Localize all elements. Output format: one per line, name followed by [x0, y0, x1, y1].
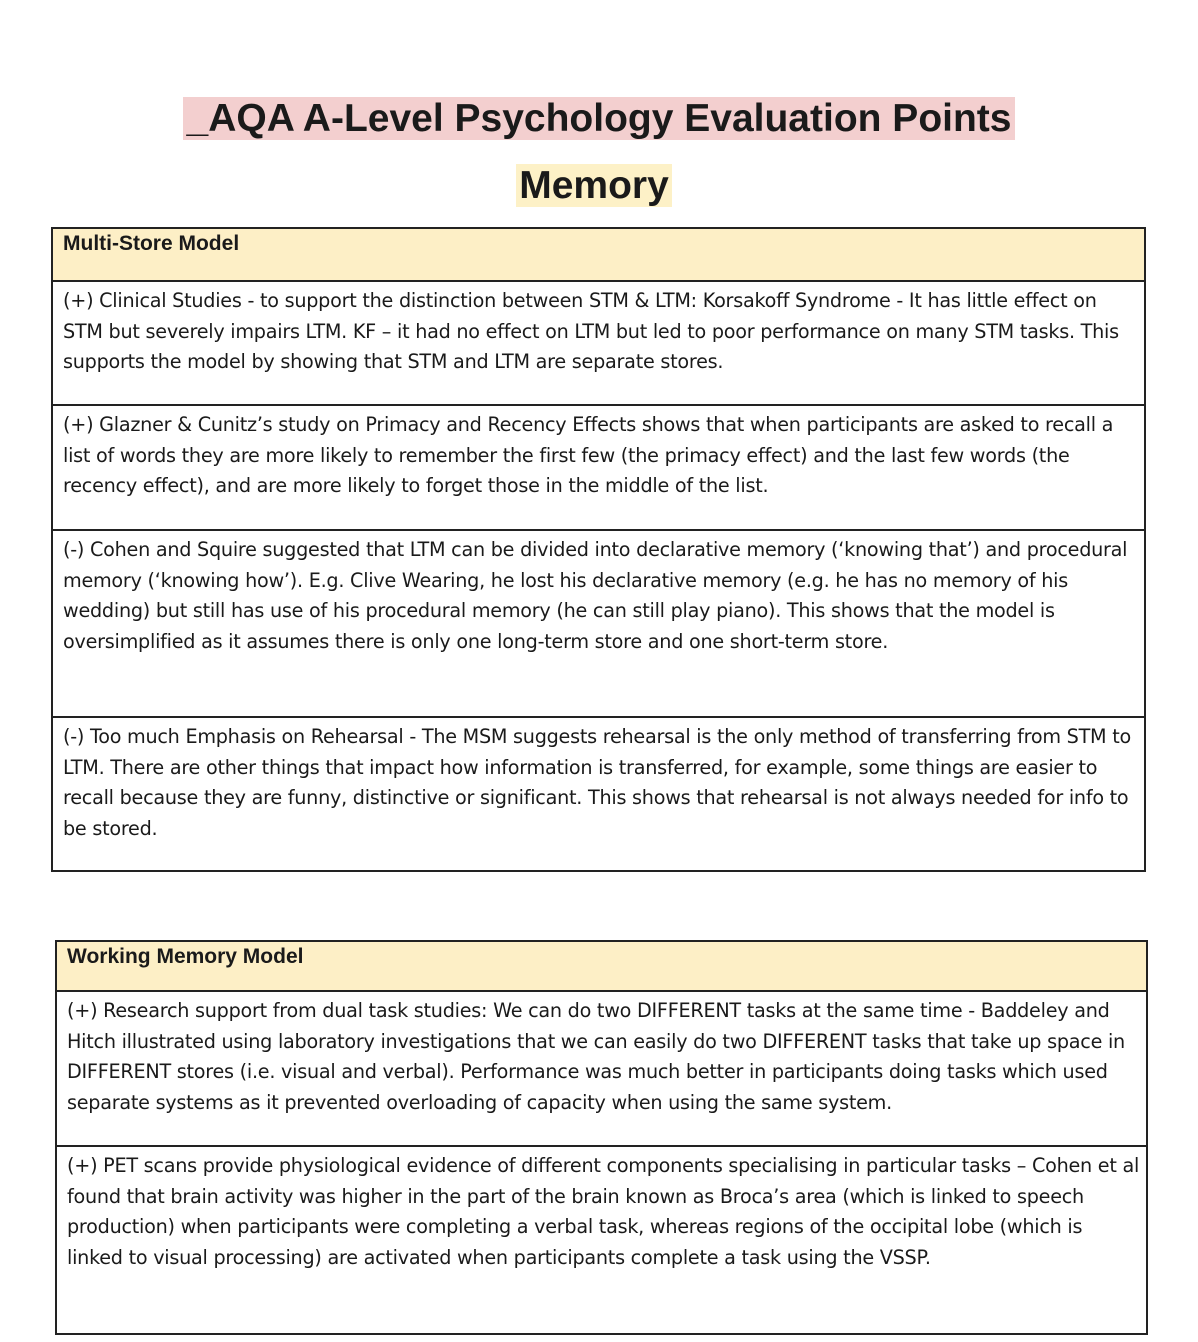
table-header-row	[52, 228, 1145, 281]
multi-store-model-table	[51, 227, 1146, 872]
evaluation-point: (+) Glazner & Cunitz’s study on Primacy and Recency Effects shows that when participants are asked to recall a list of words they are more likely to remember the first few (the primacy effect) and the last few words (the recency effect), and are more likely to forget those in the middle of the list.	[52, 405, 1145, 530]
table-row	[56, 991, 1147, 1146]
evaluation-point: (+) Research support from dual task studies: We can do two DIFFERENT tasks at the same time - Baddeley and Hitch illustrated using laboratory investigations that we can easily do two DIFFERENT tasks that take up space in DIFFERENT stores (i.e. visual and verbal). Performance was much better in participants doing tasks which used separate systems as it prevented overloading of capacity when using the same system.	[56, 991, 1147, 1146]
document-title-text: _AQA A-Level Psychology Evaluation Points	[183, 97, 1016, 140]
working-memory-model-table	[55, 940, 1148, 1335]
document-subtitle	[0, 163, 1188, 209]
section-heading: Multi-Store Model	[52, 228, 1145, 281]
evaluation-point: (-) Too much Emphasis on Rehearsal - The MSM suggests rehearsal is the only method of transferring from STM to LTM. There are other things that impact how information is transferred, for example, some things are easier to recall because they are funny, distinctive or significant. This shows that rehearsal is not always needed for info to be stored.	[52, 717, 1145, 871]
table-row	[56, 1146, 1147, 1334]
table-row	[52, 405, 1145, 530]
section-heading: Working Memory Model	[56, 941, 1147, 991]
evaluation-point: (-) Cohen and Squire suggested that LTM can be divided into declarative memory (‘knowing that’) and procedural memory (‘knowing how’). E.g. Clive Wearing, he lost his declarative memory (e.g. he has no memory of his wedding) but still has use of his procedural memory (he can still play piano). This shows that the model is oversimplified as it assumes there is only one long-term store and one short-term store.	[52, 530, 1145, 717]
table-row	[52, 717, 1145, 871]
table-row	[52, 530, 1145, 717]
document-title	[0, 96, 1198, 142]
evaluation-point: (+) PET scans provide physiological evidence of different components specialising in particular tasks – Cohen et al found that brain activity was higher in the part of the brain known as Broca’s area (which is linked to speech production) when participants were completing a verbal task, whereas regions of the occipital lobe (which is linked to visual processing) are activated when participants complete a task using the VSSP.	[56, 1146, 1147, 1334]
table-row	[52, 281, 1145, 405]
evaluation-point: (+) Clinical Studies - to support the distinction between STM & LTM: Korsakoff Syndrome - It has little effect on STM but severely impairs LTM. KF – it had no effect on LTM but led to poor performance on many STM tasks. This supports the model by showing that STM and LTM are separate stores.	[52, 281, 1145, 405]
table-header-row	[56, 941, 1147, 991]
document-subtitle-text: Memory	[516, 164, 672, 207]
